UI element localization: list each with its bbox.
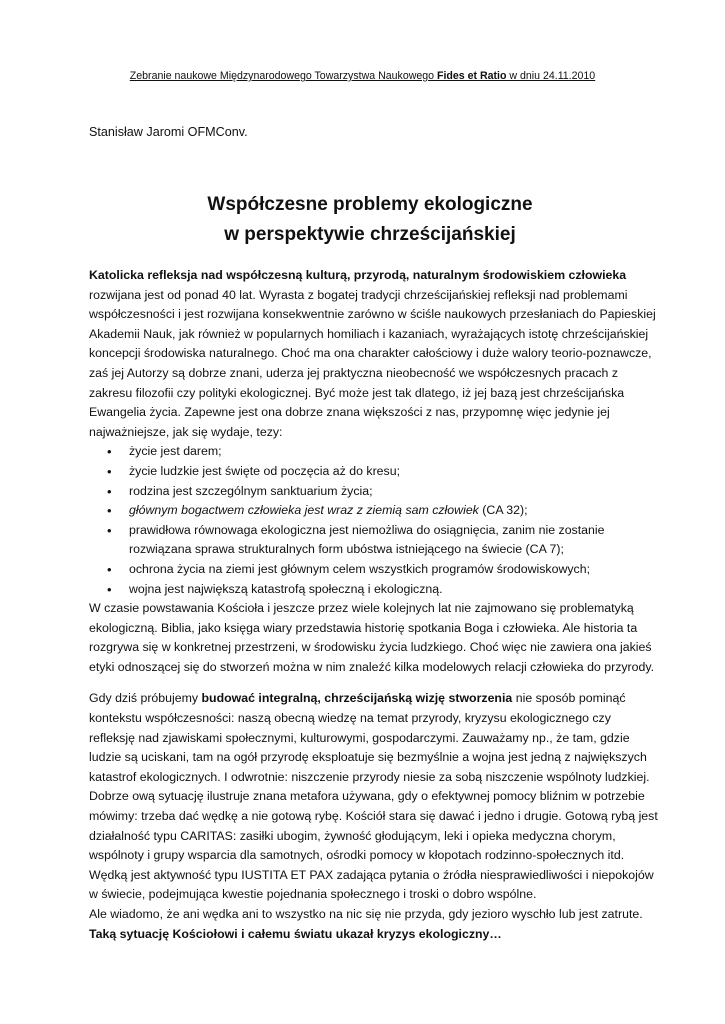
paragraph-spacer xyxy=(89,677,659,689)
title-line-1: Współczesne problemy ekologiczne xyxy=(207,194,533,215)
paragraph-lake: Ale wiadomo, że ani wędka ani to wszystko na nic się nie przyda, gdy jezioro wyschło lub jest zatrute. xyxy=(89,907,643,921)
list-item: • rodzina jest szczególnym sanktuarium życia; xyxy=(89,482,659,502)
list-item xyxy=(89,501,659,521)
crisis-bold: Taką sytuację Kościołowi i całemu światu ukazał kryzys ekologiczny… xyxy=(89,926,502,941)
paragraph-intro xyxy=(89,266,659,442)
author-name: Stanisław Jaromi OFMConv. xyxy=(89,125,248,139)
vision-text: nie sposób pominąć kontekstu współczesności: naszą obecną wiedzę na temat przyrody, kryzysu ekologicznego czy refleksję nad zjawiskami społecznymi, kulturowymi, gospodarczymi. Zauważamy np., że tam, gdzie ludzie są uciskani, tam na ogół przyrodę eksploatuje się bezmyślnie a wojna jest jedną z największych katastrof ekologicznych. I odwrotnie: niszczenie przyrody niesie za sobą niszczenie wspólnoty ludzkiej. Dobrze ową sytuację ilustruje znana metafora używana, gdy o efektywnej pomocy bliźnim w potrzebie mówimy: trzeba dać wędkę a nie gotową rybę. Kościół stara się dawać i jedno i drugie. Gotową rybą jest działalność typu CARITAS: zasiłki ubogim, żywność głodującym, leki i opieka medyczna chorym, wspólnoty i grupy wsparcia dla samotnych, ośrodki pomocy w kłopotach rodzinno-społecznych itd. Wędką jest aktywność typu IUSTITA ET PAX zadająca pytania o źródła niesprawiedliwości i niepokojów w świecie, podejmująca kwestie pojednania społecznego i troski o dobro wspólne. xyxy=(89,691,658,902)
paragraph-vision xyxy=(89,689,659,905)
page-title xyxy=(0,190,725,250)
intro-bold: Katolicka refleksja nad współczesną kulturą, przyrodą, naturalnym środowiskiem człowieka xyxy=(89,268,627,282)
header-prefix: Zebranie naukowe Międzynarodowego Towarzystwa Naukowego xyxy=(129,70,437,82)
document-body xyxy=(89,266,659,944)
list-item: • życie jest darem; xyxy=(89,442,659,462)
list-item: • ochrona życia na ziemi jest głównym celem wszystkich programów środowiskowych; xyxy=(89,560,659,580)
list-item-italic: głównym bogactwem człowieka jest wraz z ziemią sam człowiek xyxy=(129,503,479,518)
vision-lead: Gdy dziś próbujemy xyxy=(89,691,202,706)
meeting-header xyxy=(0,70,725,82)
paragraph-history: W czasie powstawania Kościoła i jeszcze przez wiele kolejnych lat nie zajmowano się problematyką ekologiczną. Biblia, jako księga wiary przedstawia historię spotkania Boga i człowieka. Ale historia ta rozgrywa się w konkretnej przestrzeni, w środowisku życia ludzkiego. Choć więc nie zawiera ona jakieś etyki odnoszącej się do stworzeń można w nim znaleźć kilka modelowych relacji człowieka do przyrody. xyxy=(89,601,655,674)
title-line-2: w perspektywie chrześcijańskiej xyxy=(224,224,516,245)
header-suffix: w dniu 24.11.2010 xyxy=(506,70,596,82)
paragraph-crisis xyxy=(89,925,659,945)
vision-bold: budować integralną, chrześcijańską wizję stworzenia xyxy=(201,691,513,706)
header-society: Fides et Ratio xyxy=(436,70,507,82)
list-item: • prawidłowa równowaga ekologiczna jest niemożliwa do osiągnięcia, zanim nie zostanie rozwiązana sprawa strukturalnych form ubóstwa istniejącego na świecie (CA 7); xyxy=(89,521,659,560)
list-item-citation: (CA 32); xyxy=(478,503,528,518)
list-item: • życie ludzkie jest święte od poczęcia aż do kresu; xyxy=(89,462,659,482)
intro-text: rozwijana jest od ponad 40 lat. Wyrasta z bogatej tradycji chrześcijańskiej refleksji nad problemami współczesności i jest rozwijana konsekwentnie zarówno w ściśle naukowych przesłaniach do Papieskiej Akademii Nauk, jak również w popularnych homiliach i kazaniach, wyrażających istotę chrześcijańskiej koncepcji środowiska naturalnego. Choć ma ona charakter całościowy i duże walory teorio-poznawcze, zaś jej Autorzy są dobrze znani, uderza jej praktyczna nieobecność we współczesnych pracach z zakresu filozofii czy polityki ekologicznej. Być może jest tak dlatego, iż jej bazą jest chrześcijańska Ewangelia życia. Zapewne jest ona dobrze znana większości z nas, przypomnę więc jedynie jej najważniejsze, jak się wydaje, tezy: xyxy=(89,287,656,439)
theses-list xyxy=(89,442,659,599)
list-item: • wojna jest największą katastrofą społeczną i ekologiczną. xyxy=(89,580,659,600)
